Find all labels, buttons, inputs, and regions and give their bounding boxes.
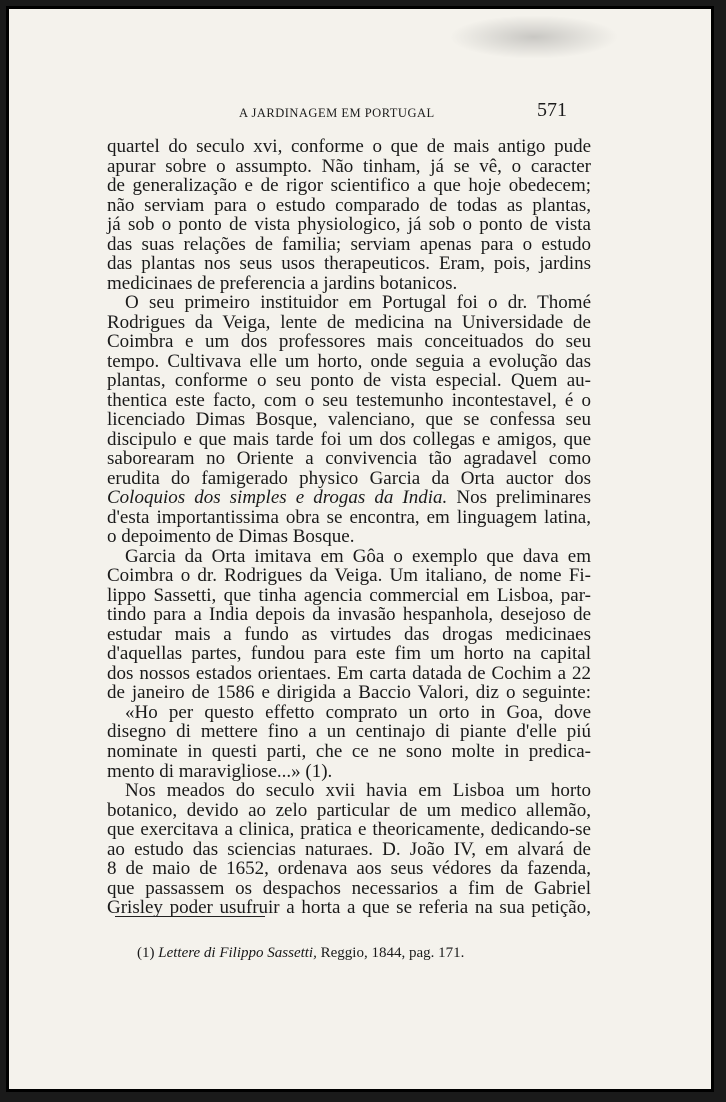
quote-line: nominate in questi parti, che ce ne sono molte in predica- <box>107 740 591 762</box>
text-line: licenciado Dimas Bosque, valenciano, que se confessa seu <box>107 409 591 431</box>
text-line: erudita do famigerado physico Garcia da Orta auctor dos <box>107 467 591 489</box>
text-line: tindo para a India depois da invasão hespanhola, desejoso de <box>107 604 591 626</box>
text-line: 8 de maio de 1652, ordenava aos seus védores da fazenda, <box>107 858 591 880</box>
text-line: Garcia da Orta imitava em Gôa o exemplo que dava em <box>125 545 591 567</box>
text-line: apurar sobre o assumpto. Não tinham, já se vê, o caracter <box>107 155 591 177</box>
text-line: das suas relações de familia; serviam apenas para o estudo <box>107 233 591 255</box>
quote-line: mento di maravigliose...» (1). <box>107 760 333 782</box>
footnote-citation: Reggio, 1844, pag. 171. <box>316 945 465 961</box>
text-line: d'aquellas partes, fundou para este fim um horto na capital <box>107 643 591 665</box>
text-line-rest: Nos preliminares <box>447 487 592 509</box>
text-line: estudar mais a fundo as virtudes das drogas medicinaes <box>107 623 591 645</box>
text-line: d'esta importantissima obra se encontra, em linguagem latina, <box>107 506 591 528</box>
text-line: botanico, devido ao zelo particular de um medico allemão, <box>107 799 591 821</box>
text-line: lippo Sassetti, que tinha agencia commercial em Lisboa, par- <box>107 584 591 606</box>
running-title: A JARDINAGEM EM PORTUGAL <box>239 106 435 120</box>
text-line: não serviam para o estudo comparado de todas as plantas, <box>107 194 591 216</box>
quote-line: disegno di mettere fino a un centinajo di piante d'elle piú <box>107 721 591 743</box>
footnote-marker: (1) <box>137 945 155 961</box>
book-page <box>6 6 714 1092</box>
text-line: de generalização e de rigor scientifico a que hoje obedecem; <box>107 175 591 197</box>
text-line: das plantas nos seus usos therapeuticos. Eram, pois, jardins <box>107 253 591 275</box>
text-line: plantas, conforme o seu ponto de vista especial. Quem au- <box>107 370 591 392</box>
text-line: dos nossos estados orientaes. Em carta datada de Cochim a 22 <box>107 662 591 684</box>
text-line-with-italic-title <box>107 488 591 508</box>
text-line: Coimbra e um dos professores mais conceituados do seu <box>107 331 591 353</box>
text-line: Grisley poder usufruir a horta a que se referia na sua petição, <box>107 897 591 919</box>
text-line: já sob o ponto de vista physiologico, já sob o ponto de vista <box>107 214 591 236</box>
text-line: que exercitava a clinica, pratica e theoricamente, dedicando-se <box>107 819 591 841</box>
page-number: 571 <box>537 99 567 121</box>
text-line: Coimbra o dr. Rodrigues da Veiga. Um italiano, de nome Fi- <box>107 565 591 587</box>
text-line: tempo. Cultivava elle um horto, onde seguia a evolução das <box>107 350 591 372</box>
text-line: o depoimento de Dimas Bosque. <box>107 526 355 548</box>
text-line: Nos meados do seculo xvii havia em Lisboa um horto <box>125 780 591 802</box>
text-line: O seu primeiro instituidor em Portugal foi o dr. Thomé <box>125 292 591 314</box>
scan-smudge <box>449 15 619 59</box>
text-line: thentica este facto, com o seu testemunho incontestavel, é o <box>107 389 591 411</box>
text-line: saborearam no Oriente a convivencia tão agradavel como <box>107 448 591 470</box>
text-line: quartel do seculo xvi, conforme o que de mais antigo pude <box>107 136 591 157</box>
footnote-title-italic: Lettere di Filippo Sassetti, <box>158 945 317 961</box>
text-line: discipulo e que mais tarde foi um dos collegas e amigos, que <box>107 428 591 450</box>
text-line: de janeiro de 1586 e dirigida a Baccio Valori, diz o seguinte: <box>107 682 591 704</box>
book-title-italic: Coloquios dos simples e drogas da India. <box>107 487 448 509</box>
quote-line: «Ho per questo effetto comprato un orto in Goa, dove <box>125 701 591 723</box>
footnote-rule <box>115 916 265 917</box>
text-line: medicinaes de preferencia a jardins botanicos. <box>107 272 458 294</box>
text-line: ao estudo das sciencias naturaes. D. João IV, em alvará de <box>107 838 591 860</box>
text-line: que passassem os despachos necessarios a fim de Gabriel <box>107 877 591 899</box>
footnote <box>137 945 464 962</box>
text-line: Rodrigues da Veiga, lente de medicina na Universidade de <box>107 311 591 333</box>
body-text <box>107 137 591 918</box>
